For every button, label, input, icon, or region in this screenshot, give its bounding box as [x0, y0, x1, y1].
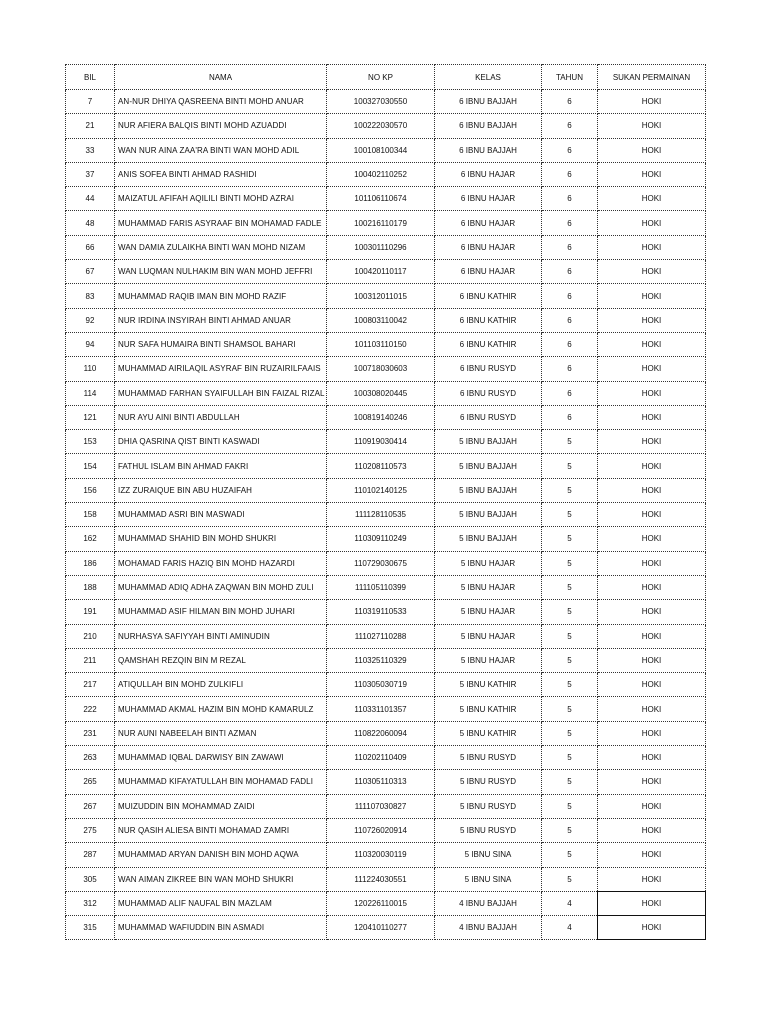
cell-no-kp: 110319110533: [327, 600, 435, 624]
cell-no-kp: 110305110313: [327, 770, 435, 794]
cell-kelas: 6 IBNU HAJAR: [435, 162, 542, 186]
cell-sukan: HOKI: [598, 90, 706, 114]
cell-bil: 217: [66, 673, 115, 697]
cell-no-kp: 120226110015: [327, 891, 435, 915]
table-row: [66, 187, 706, 211]
cell-tahun: 6: [542, 235, 598, 259]
cell-nama: MUHAMMAD WAFIUDDIN BIN ASMADI: [115, 916, 327, 940]
cell-sukan: HOKI: [598, 284, 706, 308]
table-row: [66, 454, 706, 478]
table-body: [66, 90, 706, 940]
cell-kelas: 5 IBNU BAJJAH: [435, 503, 542, 527]
table-row: [66, 90, 706, 114]
cell-nama: QAMSHAH REZQIN BIN M REZAL: [115, 648, 327, 672]
cell-sukan: HOKI: [598, 916, 706, 940]
cell-nama: WAN LUQMAN NULHAKIM BIN WAN MOHD JEFFRI: [115, 260, 327, 284]
cell-bil: 267: [66, 794, 115, 818]
cell-nama: NUR QASIH ALIESA BINTI MOHAMAD ZAMRI: [115, 818, 327, 842]
cell-tahun: 6: [542, 114, 598, 138]
cell-kelas: 5 IBNU KATHIR: [435, 721, 542, 745]
cell-sukan: HOKI: [598, 162, 706, 186]
cell-kelas: 6 IBNU RUSYD: [435, 381, 542, 405]
cell-kelas: 5 IBNU RUSYD: [435, 770, 542, 794]
table-row: [66, 527, 706, 551]
cell-bil: 21: [66, 114, 115, 138]
cell-kelas: 5 IBNU KATHIR: [435, 673, 542, 697]
cell-bil: 121: [66, 405, 115, 429]
cell-bil: 186: [66, 551, 115, 575]
table-row: [66, 794, 706, 818]
cell-nama: MUHAMMAD FARIS ASYRAAF BIN MOHAMAD FADLE: [115, 211, 327, 235]
table-row: [66, 600, 706, 624]
cell-nama: MUHAMMAD IQBAL DARWISY BIN ZAWAWI: [115, 746, 327, 770]
cell-sukan: HOKI: [598, 721, 706, 745]
cell-kelas: 5 IBNU HAJAR: [435, 624, 542, 648]
header-sukan-permainan: SUKAN PERMAINAN: [598, 65, 706, 90]
cell-nama: MUHAMMAD ADIQ ADHA ZAQWAN BIN MOHD ZULI: [115, 575, 327, 599]
table-row: [66, 867, 706, 891]
cell-tahun: 5: [542, 503, 598, 527]
student-roster-table: [65, 64, 706, 940]
cell-tahun: 5: [542, 867, 598, 891]
cell-tahun: 6: [542, 90, 598, 114]
cell-no-kp: 110726020914: [327, 818, 435, 842]
table-row: [66, 332, 706, 356]
header-kelas: KELAS: [435, 65, 542, 90]
cell-sukan: HOKI: [598, 454, 706, 478]
cell-nama: MUHAMMAD KIFAYATULLAH BIN MOHAMAD FADLI: [115, 770, 327, 794]
cell-bil: 211: [66, 648, 115, 672]
cell-bil: 154: [66, 454, 115, 478]
cell-kelas: 6 IBNU RUSYD: [435, 357, 542, 381]
cell-no-kp: 110729030675: [327, 551, 435, 575]
cell-bil: 94: [66, 332, 115, 356]
cell-sukan: HOKI: [598, 600, 706, 624]
cell-kelas: 5 IBNU RUSYD: [435, 794, 542, 818]
cell-nama: NUR IRDINA INSYIRAH BINTI AHMAD ANUAR: [115, 308, 327, 332]
cell-kelas: 5 IBNU BAJJAH: [435, 478, 542, 502]
cell-kelas: 6 IBNU HAJAR: [435, 187, 542, 211]
table-row: [66, 673, 706, 697]
cell-tahun: 5: [542, 673, 598, 697]
cell-tahun: 6: [542, 332, 598, 356]
table-row: [66, 138, 706, 162]
cell-nama: MUHAMMAD RAQIB IMAN BIN MOHD RAZIF: [115, 284, 327, 308]
cell-bil: 114: [66, 381, 115, 405]
table-row: [66, 721, 706, 745]
cell-nama: MUHAMMAD ARYAN DANISH BIN MOHD AQWA: [115, 843, 327, 867]
cell-nama: MUHAMMAD FARHAN SYAIFULLAH BIN FAIZAL RIZAL: [115, 381, 327, 405]
table-row: [66, 211, 706, 235]
cell-nama: WAN NUR AINA ZAA'RA BINTI WAN MOHD ADIL: [115, 138, 327, 162]
cell-sukan: HOKI: [598, 332, 706, 356]
cell-bil: 287: [66, 843, 115, 867]
cell-sukan: HOKI: [598, 503, 706, 527]
cell-bil: 67: [66, 260, 115, 284]
cell-tahun: 5: [542, 648, 598, 672]
cell-sukan: HOKI: [598, 405, 706, 429]
cell-nama: MUHAMMAD ASIF HILMAN BIN MOHD JUHARI: [115, 600, 327, 624]
cell-no-kp: 111107030827: [327, 794, 435, 818]
cell-no-kp: 110208110573: [327, 454, 435, 478]
cell-no-kp: 111105110399: [327, 575, 435, 599]
cell-sukan: HOKI: [598, 187, 706, 211]
cell-tahun: 5: [542, 478, 598, 502]
cell-kelas: 6 IBNU KATHIR: [435, 284, 542, 308]
cell-sukan: HOKI: [598, 624, 706, 648]
cell-nama: ATIQULLAH BIN MOHD ZULKIFLI: [115, 673, 327, 697]
cell-tahun: 6: [542, 405, 598, 429]
cell-sukan: HOKI: [598, 357, 706, 381]
cell-sukan: HOKI: [598, 138, 706, 162]
cell-tahun: 5: [542, 430, 598, 454]
cell-no-kp: 110102140125: [327, 478, 435, 502]
cell-tahun: 5: [542, 527, 598, 551]
table-row: [66, 478, 706, 502]
cell-no-kp: 110320030119: [327, 843, 435, 867]
cell-sukan: HOKI: [598, 867, 706, 891]
cell-tahun: 6: [542, 308, 598, 332]
cell-kelas: 6 IBNU BAJJAH: [435, 114, 542, 138]
cell-bil: 48: [66, 211, 115, 235]
cell-tahun: 5: [542, 575, 598, 599]
cell-bil: 158: [66, 503, 115, 527]
cell-bil: 305: [66, 867, 115, 891]
cell-no-kp: 100803110042: [327, 308, 435, 332]
cell-no-kp: 100420110117: [327, 260, 435, 284]
cell-tahun: 5: [542, 843, 598, 867]
cell-sukan: HOKI: [598, 794, 706, 818]
cell-sukan: HOKI: [598, 308, 706, 332]
cell-kelas: 6 IBNU HAJAR: [435, 260, 542, 284]
cell-nama: ANIS SOFEA BINTI AHMAD RASHIDI: [115, 162, 327, 186]
cell-nama: IZZ ZURAIQUE BIN ABU HUZAIFAH: [115, 478, 327, 502]
table-header-row: [66, 65, 706, 90]
cell-sukan: HOKI: [598, 891, 706, 915]
cell-no-kp: 110202110409: [327, 746, 435, 770]
cell-sukan: HOKI: [598, 843, 706, 867]
cell-no-kp: 110822060094: [327, 721, 435, 745]
cell-sukan: HOKI: [598, 770, 706, 794]
cell-tahun: 5: [542, 551, 598, 575]
cell-no-kp: 100216110179: [327, 211, 435, 235]
cell-bil: 7: [66, 90, 115, 114]
cell-bil: 110: [66, 357, 115, 381]
cell-no-kp: 111128110535: [327, 503, 435, 527]
cell-tahun: 6: [542, 211, 598, 235]
cell-no-kp: 110305030719: [327, 673, 435, 697]
cell-kelas: 6 IBNU BAJJAH: [435, 90, 542, 114]
cell-bil: 263: [66, 746, 115, 770]
table-row: [66, 891, 706, 915]
cell-bil: 44: [66, 187, 115, 211]
table-row: [66, 843, 706, 867]
cell-nama: MUHAMMAD AIRILAQIL ASYRAF BIN RUZAIRILFAAIS: [115, 357, 327, 381]
cell-kelas: 6 IBNU RUSYD: [435, 405, 542, 429]
cell-kelas: 4 IBNU BAJJAH: [435, 916, 542, 940]
cell-nama: NUR AYU AINI BINTI ABDULLAH: [115, 405, 327, 429]
cell-nama: WAN AIMAN ZIKREE BIN WAN MOHD SHUKRI: [115, 867, 327, 891]
table-row: [66, 162, 706, 186]
table-row: [66, 114, 706, 138]
cell-kelas: 5 IBNU BAJJAH: [435, 454, 542, 478]
cell-nama: MUIZUDDIN BIN MOHAMMAD ZAIDI: [115, 794, 327, 818]
cell-nama: MOHAMAD FARIS HAZIQ BIN MOHD HAZARDI: [115, 551, 327, 575]
header-no-kp: NO KP: [327, 65, 435, 90]
cell-tahun: 6: [542, 162, 598, 186]
cell-sukan: HOKI: [598, 260, 706, 284]
table-row: [66, 235, 706, 259]
cell-no-kp: 100308020445: [327, 381, 435, 405]
cell-nama: DHIA QASRINA QIST BINTI KASWADI: [115, 430, 327, 454]
cell-tahun: 6: [542, 187, 598, 211]
cell-kelas: 6 IBNU HAJAR: [435, 235, 542, 259]
cell-no-kp: 110331101357: [327, 697, 435, 721]
cell-no-kp: 100312011015: [327, 284, 435, 308]
cell-tahun: 5: [542, 454, 598, 478]
cell-bil: 312: [66, 891, 115, 915]
cell-tahun: 5: [542, 600, 598, 624]
cell-sukan: HOKI: [598, 673, 706, 697]
cell-bil: 153: [66, 430, 115, 454]
table-row: [66, 746, 706, 770]
cell-bil: 275: [66, 818, 115, 842]
cell-sukan: HOKI: [598, 235, 706, 259]
cell-kelas: 5 IBNU HAJAR: [435, 551, 542, 575]
cell-no-kp: 100108100344: [327, 138, 435, 162]
cell-sukan: HOKI: [598, 114, 706, 138]
cell-sukan: HOKI: [598, 551, 706, 575]
header-nama: NAMA: [115, 65, 327, 90]
cell-no-kp: 100327030550: [327, 90, 435, 114]
cell-sukan: HOKI: [598, 818, 706, 842]
cell-kelas: 4 IBNU BAJJAH: [435, 891, 542, 915]
cell-no-kp: 100222030570: [327, 114, 435, 138]
cell-kelas: 5 IBNU SINA: [435, 843, 542, 867]
cell-nama: MUHAMMAD SHAHID BIN MOHD SHUKRI: [115, 527, 327, 551]
cell-tahun: 6: [542, 357, 598, 381]
cell-no-kp: 100402110252: [327, 162, 435, 186]
cell-bil: 231: [66, 721, 115, 745]
cell-kelas: 5 IBNU RUSYD: [435, 818, 542, 842]
cell-no-kp: 111027110288: [327, 624, 435, 648]
cell-tahun: 5: [542, 624, 598, 648]
cell-tahun: 6: [542, 138, 598, 162]
cell-tahun: 4: [542, 916, 598, 940]
cell-tahun: 6: [542, 381, 598, 405]
cell-tahun: 5: [542, 721, 598, 745]
cell-kelas: 5 IBNU KATHIR: [435, 697, 542, 721]
cell-bil: 83: [66, 284, 115, 308]
table-row: [66, 308, 706, 332]
cell-no-kp: 110919030414: [327, 430, 435, 454]
cell-no-kp: 111224030551: [327, 867, 435, 891]
cell-kelas: 5 IBNU RUSYD: [435, 746, 542, 770]
cell-sukan: HOKI: [598, 527, 706, 551]
cell-bil: 315: [66, 916, 115, 940]
cell-kelas: 5 IBNU HAJAR: [435, 648, 542, 672]
table-row: [66, 770, 706, 794]
cell-sukan: HOKI: [598, 648, 706, 672]
table-row: [66, 503, 706, 527]
table-row: [66, 648, 706, 672]
cell-nama: NURHASYA SAFIYYAH BINTI AMINUDIN: [115, 624, 327, 648]
cell-kelas: 6 IBNU BAJJAH: [435, 138, 542, 162]
cell-sukan: HOKI: [598, 697, 706, 721]
cell-sukan: HOKI: [598, 381, 706, 405]
cell-bil: 188: [66, 575, 115, 599]
cell-tahun: 5: [542, 746, 598, 770]
cell-tahun: 5: [542, 770, 598, 794]
cell-kelas: 6 IBNU KATHIR: [435, 308, 542, 332]
cell-bil: 162: [66, 527, 115, 551]
table-row: [66, 551, 706, 575]
cell-nama: MAIZATUL AFIFAH AQILILI BINTI MOHD AZRAI: [115, 187, 327, 211]
cell-nama: NUR SAFA HUMAIRA BINTI SHAMSOL BAHARI: [115, 332, 327, 356]
cell-no-kp: 100718030603: [327, 357, 435, 381]
table-row: [66, 405, 706, 429]
cell-tahun: 6: [542, 284, 598, 308]
cell-kelas: 5 IBNU SINA: [435, 867, 542, 891]
cell-sukan: HOKI: [598, 478, 706, 502]
cell-no-kp: 101106110674: [327, 187, 435, 211]
cell-tahun: 5: [542, 794, 598, 818]
table-row: [66, 260, 706, 284]
cell-bil: 191: [66, 600, 115, 624]
cell-kelas: 5 IBNU BAJJAH: [435, 430, 542, 454]
cell-no-kp: 120410110277: [327, 916, 435, 940]
cell-bil: 66: [66, 235, 115, 259]
cell-nama: NUR AFIERA BALQIS BINTI MOHD AZUADDI: [115, 114, 327, 138]
cell-no-kp: 101103110150: [327, 332, 435, 356]
cell-no-kp: 110309110249: [327, 527, 435, 551]
cell-kelas: 5 IBNU BAJJAH: [435, 527, 542, 551]
table-row: [66, 818, 706, 842]
cell-nama: WAN DAMIA ZULAIKHA BINTI WAN MOHD NIZAM: [115, 235, 327, 259]
cell-sukan: HOKI: [598, 575, 706, 599]
cell-tahun: 5: [542, 697, 598, 721]
table-row: [66, 697, 706, 721]
table-row: [66, 381, 706, 405]
cell-no-kp: 100819140246: [327, 405, 435, 429]
cell-kelas: 5 IBNU HAJAR: [435, 575, 542, 599]
cell-tahun: 6: [542, 260, 598, 284]
cell-bil: 156: [66, 478, 115, 502]
cell-sukan: HOKI: [598, 746, 706, 770]
cell-bil: 222: [66, 697, 115, 721]
cell-tahun: 4: [542, 891, 598, 915]
header-tahun: TAHUN: [542, 65, 598, 90]
cell-nama: MUHAMMAD ASRI BIN MASWADI: [115, 503, 327, 527]
table-row: [66, 916, 706, 940]
cell-bil: 210: [66, 624, 115, 648]
cell-nama: NUR AUNI NABEELAH BINTI AZMAN: [115, 721, 327, 745]
table-row: [66, 284, 706, 308]
header-bil: BIL: [66, 65, 115, 90]
cell-sukan: HOKI: [598, 211, 706, 235]
table-row: [66, 624, 706, 648]
cell-kelas: 6 IBNU KATHIR: [435, 332, 542, 356]
cell-bil: 33: [66, 138, 115, 162]
cell-bil: 37: [66, 162, 115, 186]
cell-kelas: 5 IBNU HAJAR: [435, 600, 542, 624]
cell-tahun: 5: [542, 818, 598, 842]
cell-sukan: HOKI: [598, 430, 706, 454]
cell-nama: AN-NUR DHIYA QASREENA BINTI MOHD ANUAR: [115, 90, 327, 114]
cell-kelas: 6 IBNU HAJAR: [435, 211, 542, 235]
cell-no-kp: 100301110296: [327, 235, 435, 259]
cell-bil: 92: [66, 308, 115, 332]
cell-no-kp: 110325110329: [327, 648, 435, 672]
cell-nama: FATHUL ISLAM BIN AHMAD FAKRI: [115, 454, 327, 478]
table-row: [66, 575, 706, 599]
cell-nama: MUHAMMAD ALIF NAUFAL BIN MAZLAM: [115, 891, 327, 915]
table-row: [66, 430, 706, 454]
cell-bil: 265: [66, 770, 115, 794]
table-row: [66, 357, 706, 381]
cell-nama: MUHAMMAD AKMAL HAZIM BIN MOHD KAMARULZ: [115, 697, 327, 721]
